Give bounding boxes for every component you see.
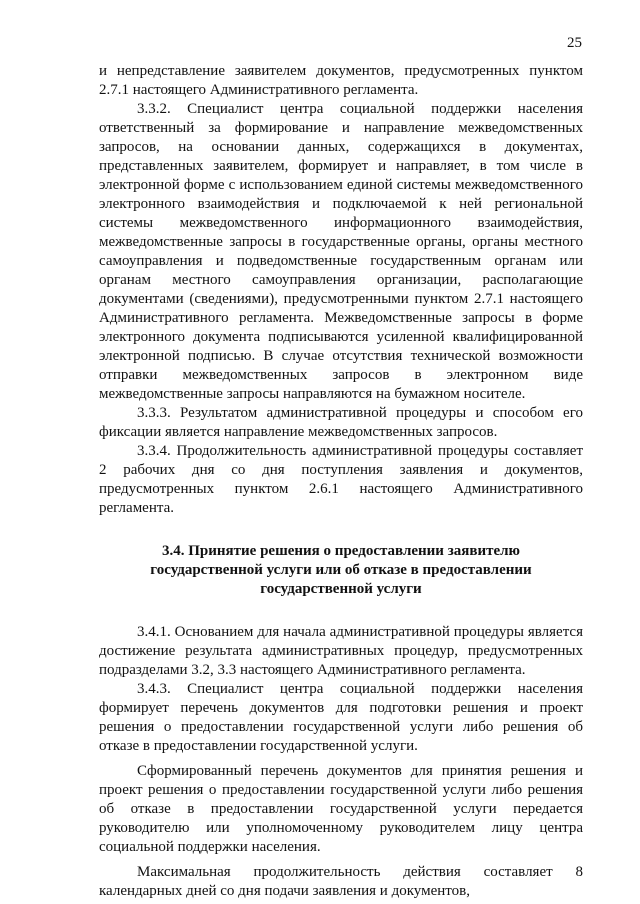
paragraph-3-3-2: 3.3.2. Специалист центра социальной поддержки населения ответственный за формирование и направление межведомственных запросов, на основании данных, содержащихся в документах, представленных заявителем, формирует и направляет, в том числе в электронной форме с использованием единой системы межведомственного электронного взаимодействия и подключаемой к ней региональной системы межведомственного информационного взаимодействия, межведомственные запросы в государственные органы, органы местного самоуправления и подведомственные государственным органам или органам местного самоуправления организации, располагающие документами (сведениями), предусмотренными пунктом 2.7.1 настоящего Административного регламента. Межведомственные запросы в форме электронного документа подписываются усиленной квалифицированной электронной подписью. В случае отсутствия технической возможности отправки межведомственных запросов в электронном виде межведомственные запросы направляются на бумажном носителе. [99,101,583,402]
paragraph-3-3-3: 3.3.3. Результатом административной процедуры и способом его фиксации является направление межведомственных запросов. [99,405,583,440]
paragraph-3-4-1: 3.4.1. Основанием для начала административной процедуры является достижение результата административных процедур, предусмотренных подразделами 3.2, 3.3 настоящего Административного регламента. [99,624,583,678]
paragraph-list-transfer: Сформированный перечень документов для принятия решения и проект решения о предоставлении государственной услуги либо решения об отказе в предоставлении государственной услуги передается руководителю или уполномоченному руководителем лицу центра социальной поддержки населения. [99,763,583,855]
page-number: 25 [567,35,582,51]
paragraph-3-4-3: 3.4.3. Специалист центра социальной поддержки населения формирует перечень документов для подготовки решения и проект решения о предоставлении государственной услуги либо решения об отказе в предоставлении государственной услуги. [99,681,583,754]
paragraph-continuation: и непредставление заявителем документов, предусмотренных пунктом 2.7.1 настоящего Административного регламента. [99,63,583,98]
paragraph-3-3-4: 3.3.4. Продолжительность административной процедуры составляет 2 рабочих дня со дня поступления заявления и документов, предусмотренных пунктом 2.6.1 настоящего Административного регламента. [99,443,583,516]
document-body [99,62,583,901]
paragraph-max-duration: Максимальная продолжительность действия составляет 8 календарных дней со дня подачи заявления и документов, [99,864,583,899]
section-heading-3-4: 3.4. Принятие решения о предоставлении заявителю государственной услуги или об отказе в предоставлении государственной услуги [150,543,532,597]
